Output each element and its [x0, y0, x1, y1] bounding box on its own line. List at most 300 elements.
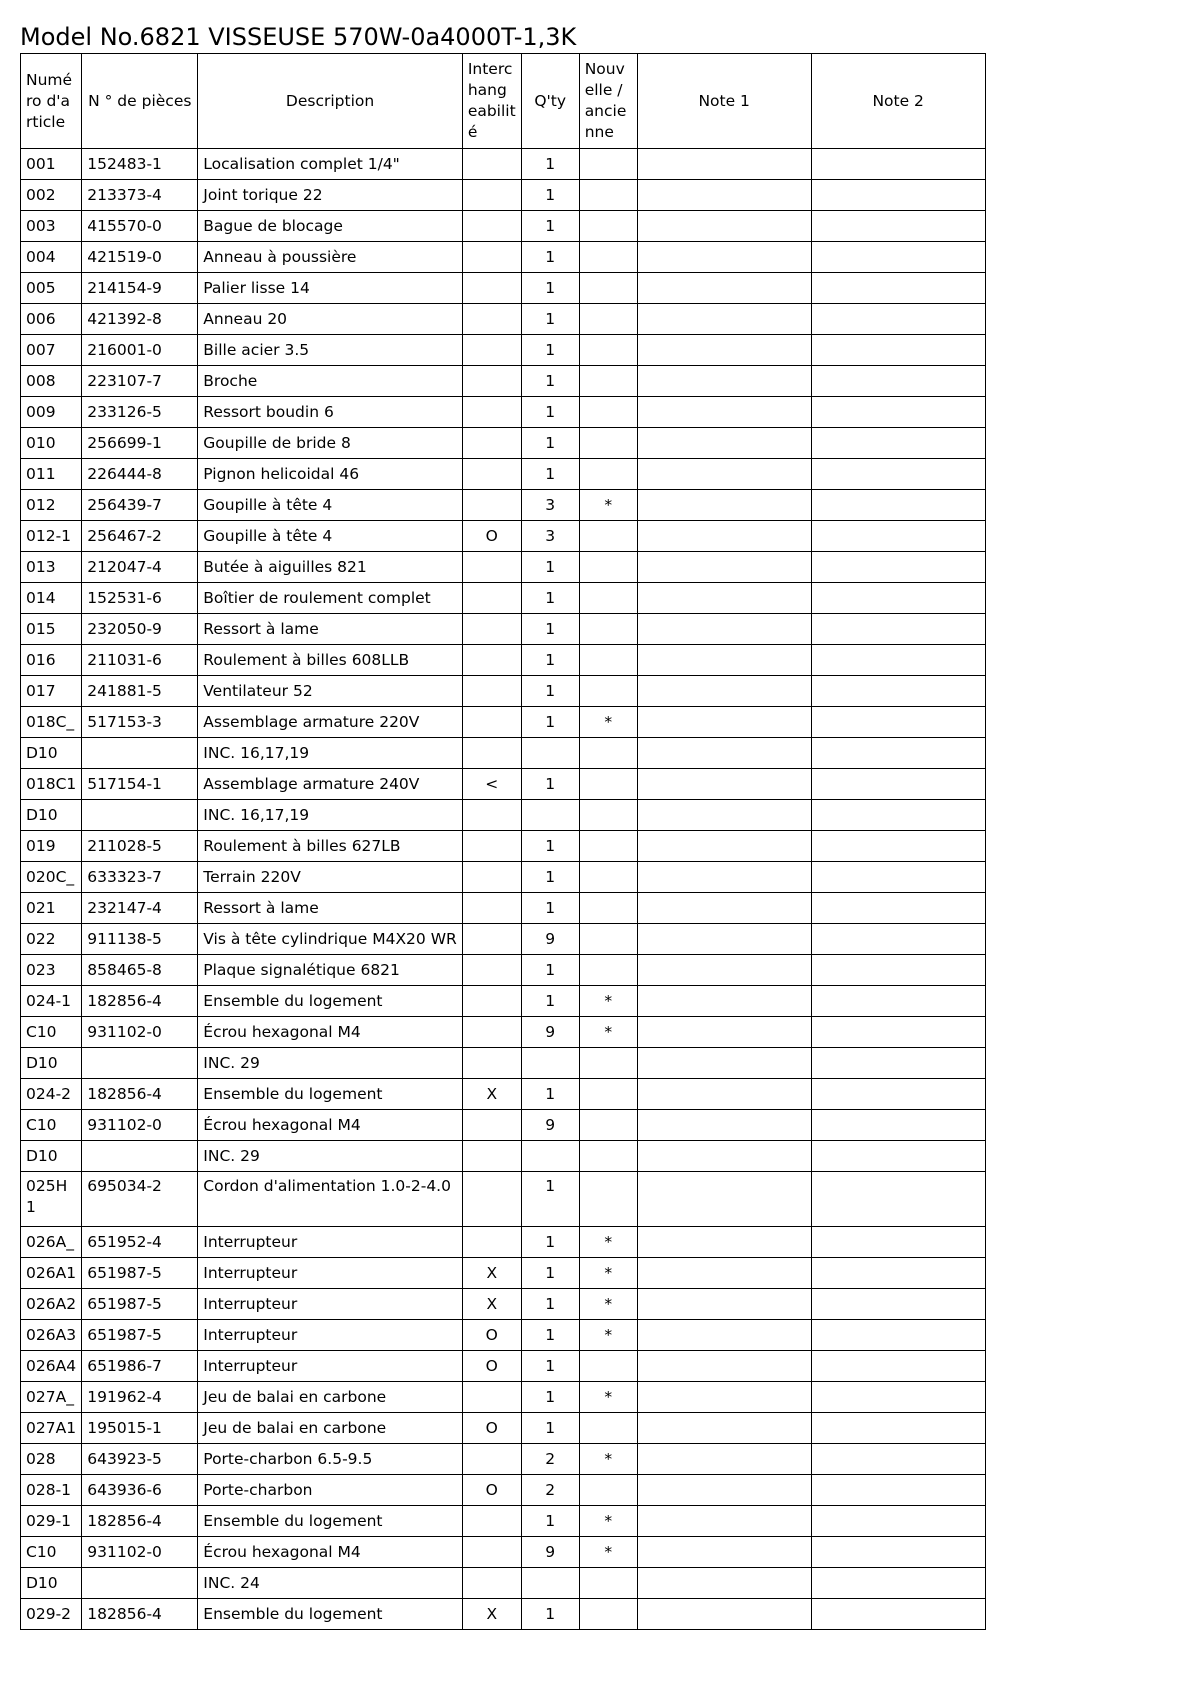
description-cell: Porte-charbon 6.5-9.5: [198, 1444, 463, 1475]
part-number-cell: 212047-4: [82, 552, 198, 583]
note-2-cell: [811, 1289, 985, 1320]
table-row: [21, 1506, 986, 1537]
note-1-cell: [637, 459, 811, 490]
parts-table-body: [21, 149, 986, 1630]
quantity-cell: 1: [521, 180, 579, 211]
part-number-cell: 182856-4: [82, 1506, 198, 1537]
header-note-2: Note 2: [811, 54, 985, 149]
description-cell: Goupille de bride 8: [198, 428, 463, 459]
note-2-cell: [811, 1141, 985, 1172]
table-row: [21, 180, 986, 211]
description-cell: Ensemble du logement: [198, 1079, 463, 1110]
item-number-cell: 025H1: [21, 1172, 82, 1227]
table-row: [21, 1110, 986, 1141]
item-number-cell: 007: [21, 335, 82, 366]
part-number-cell: [82, 800, 198, 831]
interchangeability-cell: [462, 366, 521, 397]
quantity-cell: [521, 1568, 579, 1599]
table-row: [21, 1599, 986, 1630]
item-number-cell: D10: [21, 1048, 82, 1079]
new-old-cell: [579, 242, 637, 273]
header-description: Description: [198, 54, 463, 149]
part-number-cell: 651987-5: [82, 1320, 198, 1351]
table-row: [21, 614, 986, 645]
quantity-cell: 9: [521, 1537, 579, 1568]
table-row: [21, 800, 986, 831]
table-row: [21, 242, 986, 273]
note-2-cell: [811, 800, 985, 831]
quantity-cell: 1: [521, 614, 579, 645]
quantity-cell: 1: [521, 1289, 579, 1320]
part-number-cell: 931102-0: [82, 1110, 198, 1141]
part-number-cell: 223107-7: [82, 366, 198, 397]
note-1-cell: [637, 335, 811, 366]
table-row: [21, 955, 986, 986]
note-2-cell: [811, 738, 985, 769]
new-old-cell: [579, 800, 637, 831]
note-1-cell: [637, 397, 811, 428]
new-old-cell: [579, 366, 637, 397]
note-2-cell: [811, 1079, 985, 1110]
note-2-cell: [811, 428, 985, 459]
table-row: [21, 1444, 986, 1475]
table-row: [21, 676, 986, 707]
description-cell: Vis à tête cylindrique M4X20 WR: [198, 924, 463, 955]
new-old-cell: [579, 428, 637, 459]
table-row: [21, 583, 986, 614]
description-cell: Ensemble du logement: [198, 1599, 463, 1630]
new-old-cell: *: [579, 1506, 637, 1537]
note-2-cell: [811, 304, 985, 335]
description-cell: Bille acier 3.5: [198, 335, 463, 366]
note-1-cell: [637, 1079, 811, 1110]
note-2-cell: [811, 1475, 985, 1506]
interchangeability-cell: O: [462, 1475, 521, 1506]
part-number-cell: 633323-7: [82, 862, 198, 893]
note-2-cell: [811, 1413, 985, 1444]
item-number-cell: 018C_: [21, 707, 82, 738]
item-number-cell: C10: [21, 1017, 82, 1048]
part-number-cell: 211031-6: [82, 645, 198, 676]
item-number-cell: 026A2: [21, 1289, 82, 1320]
item-number-cell: 003: [21, 211, 82, 242]
table-row: [21, 211, 986, 242]
item-number-cell: 021: [21, 893, 82, 924]
quantity-cell: 1: [521, 1599, 579, 1630]
quantity-cell: 1: [521, 1351, 579, 1382]
note-2-cell: [811, 397, 985, 428]
interchangeability-cell: [462, 1017, 521, 1048]
note-2-cell: [811, 149, 985, 180]
quantity-cell: 1: [521, 397, 579, 428]
item-number-cell: 028: [21, 1444, 82, 1475]
quantity-cell: 1: [521, 459, 579, 490]
part-number-cell: 256699-1: [82, 428, 198, 459]
new-old-cell: [579, 211, 637, 242]
part-number-cell: 643936-6: [82, 1475, 198, 1506]
note-2-cell: [811, 366, 985, 397]
part-number-cell: 517153-3: [82, 707, 198, 738]
description-cell: Écrou hexagonal M4: [198, 1537, 463, 1568]
note-1-cell: [637, 1568, 811, 1599]
quantity-cell: 1: [521, 1413, 579, 1444]
quantity-cell: 1: [521, 862, 579, 893]
new-old-cell: [579, 769, 637, 800]
description-cell: Pignon helicoidal 46: [198, 459, 463, 490]
table-row: [21, 862, 986, 893]
note-1-cell: [637, 1172, 811, 1227]
item-number-cell: 023: [21, 955, 82, 986]
part-number-cell: [82, 1048, 198, 1079]
note-2-cell: [811, 924, 985, 955]
new-old-cell: [579, 831, 637, 862]
description-cell: Plaque signalétique 6821: [198, 955, 463, 986]
new-old-cell: [579, 335, 637, 366]
note-1-cell: [637, 769, 811, 800]
description-cell: Bague de blocage: [198, 211, 463, 242]
part-number-cell: 211028-5: [82, 831, 198, 862]
interchangeability-cell: [462, 800, 521, 831]
note-1-cell: [637, 149, 811, 180]
table-row: [21, 335, 986, 366]
note-2-cell: [811, 1351, 985, 1382]
note-2-cell: [811, 552, 985, 583]
new-old-cell: [579, 1413, 637, 1444]
note-2-cell: [811, 242, 985, 273]
item-number-cell: D10: [21, 1141, 82, 1172]
header-new-old: Nouv elle / ancie nne: [579, 54, 637, 149]
new-old-cell: [579, 552, 637, 583]
item-number-cell: D10: [21, 800, 82, 831]
new-old-cell: *: [579, 1227, 637, 1258]
item-number-cell: 024-1: [21, 986, 82, 1017]
note-2-cell: [811, 769, 985, 800]
interchangeability-cell: <: [462, 769, 521, 800]
interchangeability-cell: [462, 552, 521, 583]
interchangeability-cell: [462, 1227, 521, 1258]
note-2-cell: [811, 645, 985, 676]
description-cell: Ensemble du logement: [198, 1506, 463, 1537]
item-number-cell: 024-2: [21, 1079, 82, 1110]
interchangeability-cell: [462, 1537, 521, 1568]
interchangeability-cell: [462, 335, 521, 366]
table-row: [21, 924, 986, 955]
part-number-cell: 931102-0: [82, 1537, 198, 1568]
note-1-cell: [637, 986, 811, 1017]
table-row: [21, 707, 986, 738]
part-number-cell: 182856-4: [82, 1079, 198, 1110]
new-old-cell: [579, 614, 637, 645]
interchangeability-cell: [462, 428, 521, 459]
note-2-cell: [811, 676, 985, 707]
note-2-cell: [811, 273, 985, 304]
quantity-cell: 1: [521, 1506, 579, 1537]
note-1-cell: [637, 1444, 811, 1475]
table-row: [21, 1141, 986, 1172]
note-1-cell: [637, 924, 811, 955]
note-2-cell: [811, 1568, 985, 1599]
quantity-cell: 1: [521, 893, 579, 924]
quantity-cell: 1: [521, 1258, 579, 1289]
interchangeability-cell: [462, 1172, 521, 1227]
note-1-cell: [637, 955, 811, 986]
interchangeability-cell: X: [462, 1258, 521, 1289]
note-1-cell: [637, 1382, 811, 1413]
header-interchangeability: Interc hang eabilit é: [462, 54, 521, 149]
table-row: [21, 397, 986, 428]
part-number-cell: 182856-4: [82, 1599, 198, 1630]
description-cell: Assemblage armature 220V: [198, 707, 463, 738]
table-row: [21, 1568, 986, 1599]
new-old-cell: *: [579, 490, 637, 521]
interchangeability-cell: [462, 1110, 521, 1141]
description-cell: Écrou hexagonal M4: [198, 1017, 463, 1048]
description-cell: Joint torique 22: [198, 180, 463, 211]
description-cell: Cordon d'alimentation 1.0-2-4.0: [198, 1172, 463, 1227]
new-old-cell: [579, 1475, 637, 1506]
interchangeability-cell: X: [462, 1289, 521, 1320]
part-number-cell: 195015-1: [82, 1413, 198, 1444]
item-number-cell: D10: [21, 738, 82, 769]
note-2-cell: [811, 1172, 985, 1227]
note-1-cell: [637, 831, 811, 862]
note-1-cell: [637, 1351, 811, 1382]
note-1-cell: [637, 366, 811, 397]
note-2-cell: [811, 1382, 985, 1413]
part-number-cell: 216001-0: [82, 335, 198, 366]
item-number-cell: 029-2: [21, 1599, 82, 1630]
interchangeability-cell: [462, 676, 521, 707]
table-row: [21, 1351, 986, 1382]
note-2-cell: [811, 211, 985, 242]
description-cell: Jeu de balai en carbone: [198, 1413, 463, 1444]
table-row: [21, 831, 986, 862]
note-2-cell: [811, 1048, 985, 1079]
description-cell: Assemblage armature 240V: [198, 769, 463, 800]
table-row: [21, 273, 986, 304]
new-old-cell: [579, 924, 637, 955]
new-old-cell: [579, 583, 637, 614]
new-old-cell: *: [579, 986, 637, 1017]
item-number-cell: 029-1: [21, 1506, 82, 1537]
quantity-cell: 1: [521, 335, 579, 366]
quantity-cell: 1: [521, 831, 579, 862]
parts-table: [20, 53, 986, 1630]
part-number-cell: 415570-0: [82, 211, 198, 242]
part-number-cell: 232050-9: [82, 614, 198, 645]
interchangeability-cell: [462, 862, 521, 893]
part-number-cell: 152483-1: [82, 149, 198, 180]
interchangeability-cell: [462, 893, 521, 924]
part-number-cell: 191962-4: [82, 1382, 198, 1413]
quantity-cell: 1: [521, 1382, 579, 1413]
table-row: [21, 738, 986, 769]
new-old-cell: [579, 459, 637, 490]
header-quantity: Q'ty: [521, 54, 579, 149]
note-2-cell: [811, 614, 985, 645]
interchangeability-cell: [462, 986, 521, 1017]
interchangeability-cell: [462, 149, 521, 180]
interchangeability-cell: [462, 1444, 521, 1475]
note-2-cell: [811, 1258, 985, 1289]
description-cell: Broche: [198, 366, 463, 397]
part-number-cell: 232147-4: [82, 893, 198, 924]
new-old-cell: [579, 1351, 637, 1382]
new-old-cell: [579, 893, 637, 924]
description-cell: Porte-charbon: [198, 1475, 463, 1506]
item-number-cell: 017: [21, 676, 82, 707]
description-cell: INC. 29: [198, 1141, 463, 1172]
item-number-cell: 016: [21, 645, 82, 676]
interchangeability-cell: [462, 955, 521, 986]
table-row: [21, 149, 986, 180]
interchangeability-cell: [462, 1568, 521, 1599]
part-number-cell: [82, 1568, 198, 1599]
description-cell: Interrupteur: [198, 1351, 463, 1382]
new-old-cell: *: [579, 1320, 637, 1351]
table-row: [21, 1382, 986, 1413]
table-row: [21, 304, 986, 335]
part-number-cell: 651987-5: [82, 1289, 198, 1320]
header-part-number: N ° de pièces: [82, 54, 198, 149]
quantity-cell: 2: [521, 1475, 579, 1506]
description-cell: Terrain 220V: [198, 862, 463, 893]
new-old-cell: [579, 397, 637, 428]
item-number-cell: C10: [21, 1110, 82, 1141]
new-old-cell: *: [579, 1017, 637, 1048]
table-row: [21, 490, 986, 521]
table-row: [21, 893, 986, 924]
description-cell: Boîtier de roulement complet: [198, 583, 463, 614]
note-1-cell: [637, 428, 811, 459]
quantity-cell: 1: [521, 1172, 579, 1227]
description-cell: Écrou hexagonal M4: [198, 1110, 463, 1141]
new-old-cell: [579, 738, 637, 769]
note-2-cell: [811, 1444, 985, 1475]
description-cell: Roulement à billes 608LLB: [198, 645, 463, 676]
item-number-cell: 026A3: [21, 1320, 82, 1351]
description-cell: Butée à aiguilles 821: [198, 552, 463, 583]
item-number-cell: 022: [21, 924, 82, 955]
new-old-cell: [579, 521, 637, 552]
note-2-cell: [811, 707, 985, 738]
item-number-cell: 006: [21, 304, 82, 335]
quantity-cell: 1: [521, 1079, 579, 1110]
note-1-cell: [637, 304, 811, 335]
part-number-cell: 152531-6: [82, 583, 198, 614]
item-number-cell: 004: [21, 242, 82, 273]
new-old-cell: [579, 1079, 637, 1110]
interchangeability-cell: [462, 583, 521, 614]
interchangeability-cell: [462, 1506, 521, 1537]
note-1-cell: [637, 893, 811, 924]
item-number-cell: 027A1: [21, 1413, 82, 1444]
header-note-1: Note 1: [637, 54, 811, 149]
quantity-cell: 1: [521, 769, 579, 800]
note-1-cell: [637, 1289, 811, 1320]
table-row: [21, 1048, 986, 1079]
note-2-cell: [811, 583, 985, 614]
quantity-cell: [521, 800, 579, 831]
note-1-cell: [637, 1227, 811, 1258]
new-old-cell: [579, 1599, 637, 1630]
interchangeability-cell: [462, 242, 521, 273]
new-old-cell: [579, 862, 637, 893]
interchangeability-cell: [462, 707, 521, 738]
note-1-cell: [637, 1506, 811, 1537]
description-cell: Goupille à tête 4: [198, 490, 463, 521]
note-1-cell: [637, 707, 811, 738]
quantity-cell: 1: [521, 583, 579, 614]
note-2-cell: [811, 1537, 985, 1568]
description-cell: Interrupteur: [198, 1320, 463, 1351]
item-number-cell: 012: [21, 490, 82, 521]
note-1-cell: [637, 552, 811, 583]
quantity-cell: [521, 1048, 579, 1079]
interchangeability-cell: O: [462, 1351, 521, 1382]
description-cell: Interrupteur: [198, 1289, 463, 1320]
note-1-cell: [637, 676, 811, 707]
note-1-cell: [637, 1599, 811, 1630]
item-number-cell: 019: [21, 831, 82, 862]
quantity-cell: [521, 1141, 579, 1172]
interchangeability-cell: [462, 738, 521, 769]
description-cell: Ressort à lame: [198, 893, 463, 924]
new-old-cell: [579, 645, 637, 676]
description-cell: INC. 16,17,19: [198, 800, 463, 831]
interchangeability-cell: [462, 831, 521, 862]
description-cell: Goupille à tête 4: [198, 521, 463, 552]
note-2-cell: [811, 1599, 985, 1630]
table-row: [21, 428, 986, 459]
table-row: [21, 769, 986, 800]
page-title: Model No.6821 VISSEUSE 570W-0a4000T-1,3K: [20, 23, 577, 51]
note-1-cell: [637, 1413, 811, 1444]
part-number-cell: 911138-5: [82, 924, 198, 955]
part-number-cell: [82, 738, 198, 769]
new-old-cell: [579, 955, 637, 986]
part-number-cell: 256439-7: [82, 490, 198, 521]
new-old-cell: [579, 1141, 637, 1172]
item-number-cell: 008: [21, 366, 82, 397]
note-1-cell: [637, 1537, 811, 1568]
item-number-cell: 028-1: [21, 1475, 82, 1506]
new-old-cell: [579, 149, 637, 180]
note-1-cell: [637, 1475, 811, 1506]
part-number-cell: 858465-8: [82, 955, 198, 986]
interchangeability-cell: [462, 645, 521, 676]
quantity-cell: [521, 738, 579, 769]
table-row: [21, 1413, 986, 1444]
note-1-cell: [637, 211, 811, 242]
table-row: [21, 1227, 986, 1258]
part-number-cell: 182856-4: [82, 986, 198, 1017]
part-number-cell: 226444-8: [82, 459, 198, 490]
note-1-cell: [637, 1320, 811, 1351]
table-row: [21, 1079, 986, 1110]
table-row: [21, 366, 986, 397]
part-number-cell: 256467-2: [82, 521, 198, 552]
note-2-cell: [811, 490, 985, 521]
note-1-cell: [637, 521, 811, 552]
item-number-cell: 002: [21, 180, 82, 211]
part-number-cell: [82, 1141, 198, 1172]
interchangeability-cell: [462, 1382, 521, 1413]
note-1-cell: [637, 738, 811, 769]
interchangeability-cell: [462, 459, 521, 490]
item-number-cell: 012-1: [21, 521, 82, 552]
description-cell: INC. 24: [198, 1568, 463, 1599]
